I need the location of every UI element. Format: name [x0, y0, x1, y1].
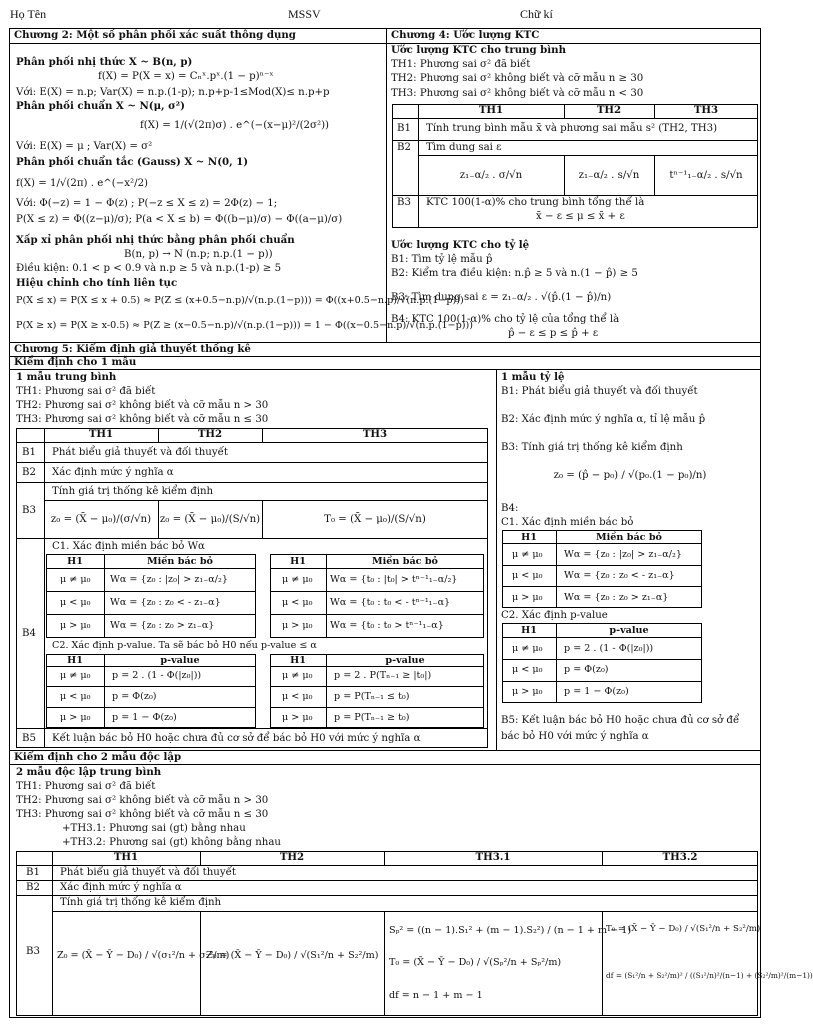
ch2-title: Chương 2: Một số phân phối xác suất thông dụng: [14, 29, 296, 41]
phi-properties: Với: Φ(−z) = 1 − Φ(z) ; P(−z ≤ X ≤ z) = 2Φ(z) − 1;: [16, 198, 278, 209]
ch5-title: Chương 5: Kiểm định giả thuyết thống kê: [14, 343, 251, 355]
region-z-left: Wα = {z₀ : z₀ < - z₁₋α}: [110, 597, 221, 608]
binomial-moments: Với: E(X) = n.p; Var(X) = n.p.(1-p); n.p+p-1≤Mod(X)≤ n.p+p: [16, 87, 330, 98]
ci-table-col-line: [654, 104, 655, 118]
two-t0-welch: T₀ = (X̄ − Ȳ − D₀) / √(S₁²/n + S₂²/m): [606, 924, 761, 934]
test-b5-text: Kết luận bác bỏ H0 hoặc chưa đủ cơ sở để bác bỏ H0 với mức ý nghĩa α: [52, 733, 421, 744]
ci-prop-b4: B4: KTC 100(1-α)% cho tỷ lệ của tổng thể là: [391, 314, 620, 325]
pvalue-header: p-value: [609, 625, 649, 636]
h1-header: H1: [290, 655, 306, 666]
prop-pvalue-left: p = Φ(z₀): [564, 664, 609, 675]
test-table-col-line: [44, 428, 45, 748]
chapter-header-line: [9, 43, 761, 44]
sub-table-line: [502, 637, 702, 638]
z0-known-var: z₀ = (X̄ − μ₀)/(σ/√n): [50, 514, 152, 525]
h1-left: μ < μ₀: [512, 664, 543, 675]
row-b3: B3: [397, 197, 411, 208]
one-mean-title: 1 mẫu trung bình: [16, 371, 117, 383]
sub-table-line: [270, 614, 484, 615]
one-prop-title: 1 mẫu tỷ lệ: [501, 371, 565, 383]
prop-pvalue-right: p = 1 − Φ(z₀): [564, 686, 629, 697]
ci-margin-th1: z₁₋α/₂ . σ/√n: [459, 170, 523, 181]
one-prop-b1: B1: Phát biểu giả thuyết và đối thuyết: [501, 386, 698, 397]
one-mean-th1: TH1: Phương sai σ² đã biết: [16, 386, 156, 397]
ci-table-col-line: [564, 104, 565, 118]
ci-mean-th2: TH2: Phương sai σ² không biết và cỡ mẫu n ≥ 30: [391, 73, 644, 84]
continuity-ge: P(X ≥ x) = P(X ≥ x-0.5) ≈ P(Z ≥ (x−0.5−n.p)/√(n.p.(1−p))) = 1 − Φ((x−0.5−n.p)/√(n.p.(1−p))): [16, 320, 473, 331]
std-normal-title: Phân phối chuẩn tắc (Gauss) X ~ N(0, 1): [16, 156, 249, 168]
ci-mean-title: Ước lượng KTC cho trung bình: [391, 44, 566, 56]
row-b3: B3: [22, 505, 36, 516]
normal-title: Phân phối chuẩn X ~ N(μ, σ²): [16, 100, 185, 112]
ci-prop-b1: B1: Tìm tỷ lệ mẫu p̂: [391, 254, 493, 265]
pvalue-t-right: p = P(Tₙ₋₁ ≥ t₀): [334, 712, 410, 723]
h1-header: H1: [521, 625, 537, 636]
sub-table-line: [270, 591, 484, 592]
one-sample-title: Kiểm định cho 1 mẫu: [14, 356, 137, 368]
sub-table-line: [270, 666, 484, 667]
sub-table-line: [46, 591, 256, 592]
pooled-variance: Sₚ² = ((n − 1).S₁² + (m − 1).S₂²) / (n − 1 + m − 1): [389, 925, 632, 936]
ci-margin-th3: tⁿ⁻¹₁₋α/₂ . s/√n: [669, 170, 743, 181]
region-t-right: Wα = {t₀ : t₀ > tⁿ⁻¹₁₋α}: [330, 620, 444, 631]
h1-header: H1: [290, 556, 306, 567]
test-b1-text: Phát biểu giả thuyết và đối thuyết: [52, 447, 228, 458]
sub-table-line: [326, 554, 327, 638]
h1-two-sided: μ ≠ μ₀: [282, 670, 313, 681]
two-col-th1: TH1: [113, 851, 139, 863]
test-table-row-line: [16, 442, 488, 443]
region-z-right: Wα = {z₀ : z₀ > z₁₋α}: [110, 620, 215, 631]
sub-table-line: [46, 666, 256, 667]
row-b1: B1: [22, 447, 36, 458]
ci-table-row-line: [418, 155, 758, 156]
test-table-row-line: [16, 482, 488, 483]
two-t0-pooled: T₀ = (X̄ − Ȳ − D₀) / √(Sₚ²/n + Sₚ²/m): [389, 957, 562, 968]
student-id-label: MSSV: [288, 7, 321, 21]
ci-prop-title: Ước lượng KTC cho tỷ lệ: [391, 239, 530, 251]
sub-table-line: [502, 681, 702, 682]
test-table-row-line: [16, 462, 488, 463]
std-normal-pdf: f(X) = 1/√(2π) . e^(−x²/2): [16, 178, 149, 189]
ci-b1-text: Tính trung bình mẫu x̄ và phương sai mẫu s² (TH2, TH3): [426, 123, 718, 134]
ci-table-row-line: [392, 140, 758, 141]
pvalue-header: p-value: [160, 655, 200, 666]
approx-title: Xấp xỉ phân phối nhị thức bằng phân phối chuẩn: [16, 234, 295, 246]
h1-right: μ > μ₀: [282, 620, 313, 631]
h1-right: μ > μ₀: [282, 712, 313, 723]
two-table-col-line: [200, 851, 201, 865]
test-table-col-line: [262, 500, 263, 538]
two-col-th31: TH3.1: [475, 851, 511, 863]
sub-table-line: [502, 543, 702, 544]
h1-header: H1: [67, 556, 83, 567]
pvalue-z-left: p = Φ(z₀): [112, 691, 157, 702]
ci-prop-b2: B2: Kiểm tra điều kiện: n.p̂ ≥ 5 và n.(1 − p̂) ≥ 5: [391, 268, 638, 279]
ci-prop-b3: B3: Tìm dung sai ε = z₁₋α/₂ . √(p̂.(1 − p̂)/n): [391, 292, 612, 303]
pvalue-header: p-value: [385, 655, 425, 666]
test-col-th1: TH1: [88, 428, 114, 440]
one-mean-th3: TH3: Phương sai σ² không biết và cỡ mẫu n ≤ 30: [16, 414, 269, 425]
two-th3: TH3: Phương sai σ² không biết và cỡ mẫu n ≤ 30: [16, 809, 269, 820]
signature-label: Chữ kí: [520, 7, 553, 21]
binomial-title: Phân phối nhị thức X ~ B(n, p): [16, 56, 193, 68]
row-b5: B5: [22, 733, 36, 744]
sub-table-line: [502, 586, 702, 587]
sub-table-line: [502, 659, 702, 660]
h1-header: H1: [67, 655, 83, 666]
one-mean-th2: TH2: Phương sai σ² không biết và cỡ mẫu n > 30: [16, 400, 269, 411]
ci-col-th3: TH3: [693, 104, 719, 116]
row-b3: B3: [26, 946, 40, 957]
ci-b2-text: Tìm dung sai ε: [426, 142, 502, 153]
two-table-row-line: [16, 865, 758, 866]
sub-table-line: [46, 568, 256, 569]
ci-prop-interval: p̂ − ε ≤ p ≤ p̂ + ε: [508, 328, 599, 339]
test-table-col-line: [262, 428, 263, 442]
row-b2: B2: [26, 882, 40, 893]
region-z-two-sided: Wα = {z₀ : |z₀| > z₁₋α/₂}: [110, 574, 228, 585]
ci-table-col-line: [564, 155, 565, 195]
sub-table-line: [556, 530, 557, 608]
test-table-row-line: [16, 728, 488, 729]
row-b2: B2: [397, 142, 411, 153]
pvalue-z-two-sided: p = 2 . (1 - Φ(|z₀|)): [112, 670, 202, 681]
one-sample-divider: [496, 369, 497, 750]
row-b1: B1: [397, 123, 411, 134]
approx-formula: B(n, p) → N (n.p; n.p.(1 − p)): [124, 249, 273, 260]
h1-right: μ > μ₀: [512, 592, 543, 603]
h1-two-sided: μ ≠ μ₀: [512, 643, 543, 654]
h1-right: μ > μ₀: [60, 620, 91, 631]
normal-moments: Với: E(X) = μ ; Var(X) = σ²: [16, 141, 153, 152]
two-b1-text: Phát biểu giả thuyết và đối thuyết: [60, 867, 236, 878]
h1-left: μ < μ₀: [282, 597, 313, 608]
two-th31: +TH3.1: Phương sai (gt) bằng nhau: [62, 823, 246, 834]
pvalue-t-two-sided: p = 2 . P(Tₙ₋₁ ≥ |t₀|): [334, 670, 432, 681]
continuity-title: Hiệu chỉnh cho tính liên tục: [16, 277, 178, 289]
two-sample-sub-line: [9, 764, 761, 765]
ci-table-col-line: [418, 104, 419, 228]
prop-pvalue-two-sided: p = 2 . (1 - Φ(|z₀|)): [564, 643, 654, 654]
two-b3-text: Tính giá trị thống kê kiểm định: [60, 897, 222, 908]
ci-margin-th2: z₁₋α/₂ . s/√n: [578, 170, 640, 181]
sub-table-line: [556, 623, 557, 703]
sub-table-line: [270, 686, 484, 687]
two-mean-title: 2 mẫu độc lập trung bình: [16, 766, 162, 778]
row-b2: B2: [22, 467, 36, 478]
test-table-row-line: [16, 538, 488, 539]
h1-left: μ < μ₀: [60, 597, 91, 608]
h1-left: μ < μ₀: [282, 691, 313, 702]
sub-table-line: [46, 707, 256, 708]
prop-region-right: Wα = {z₀ : z₀ > z₁₋α}: [564, 592, 669, 603]
sub-table-line: [270, 568, 484, 569]
two-table-row-line: [16, 880, 758, 881]
two-col-th32: TH3.2: [662, 851, 698, 863]
two-table-col-line: [52, 851, 53, 1016]
h1-two-sided: μ ≠ μ₀: [512, 549, 543, 560]
two-table-row-line: [16, 895, 758, 896]
row-b4: B4: [22, 628, 36, 639]
h1-left: μ < μ₀: [60, 691, 91, 702]
ci-table-row-line: [392, 118, 758, 119]
ci-b3-text: KTC 100(1-α)% cho trung bình tổng thể là: [426, 197, 645, 208]
one-prop-b2: B2: Xác định mức ý nghĩa α, tỉ lệ mẫu p̂: [501, 414, 706, 425]
ci-col-th1: TH1: [478, 104, 504, 116]
ci-col-th2: TH2: [596, 104, 622, 116]
approx-condition: Điều kiện: 0.1 < p < 0.9 và n.p ≥ 5 và n.p.(1-p) ≥ 5: [16, 263, 282, 274]
binomial-pmf: f(X) = P(X = x) = Cₙˣ.pˣ.(1 − p)ⁿ⁻ˣ: [98, 71, 274, 82]
ch4-title: Chương 4: Ước lượng KTC: [391, 29, 540, 41]
h1-two-sided: μ ≠ μ₀: [282, 574, 313, 585]
normal-pdf: f(X) = 1/(√(2π)σ) . e^(−(x−μ)²/(2σ²)): [140, 120, 330, 131]
continuity-le: P(X ≤ x) = P(X ≤ x + 0.5) ≈ P(Z ≤ (x+0.5−n.p)/√(n.p.(1−p))) = Φ((x+0.5−n.p)/√(n.p.(1−p))): [16, 295, 464, 306]
test-col-th3: TH3: [362, 428, 388, 440]
one-prop-b5b: bác bỏ H0 với mức ý nghĩa α: [501, 731, 649, 742]
prop-region-two-sided: Wα = {z₀ : |z₀| > z₁₋α/₂}: [564, 549, 682, 560]
region-t-left: Wα = {t₀ : t₀ < - tⁿ⁻¹₁₋α}: [330, 597, 451, 608]
ci-table-col-line: [654, 155, 655, 195]
t0-small-sample: T₀ = (X̄ − μ₀)/(S/√n): [324, 514, 426, 525]
one-prop-b5a: B5: Kết luận bác bỏ H0 hoặc chưa đủ cơ sở để: [501, 715, 740, 726]
test-table-col-line: [158, 428, 159, 442]
sub-table-line: [46, 686, 256, 687]
h1-two-sided: μ ≠ μ₀: [60, 670, 91, 681]
one-prop-b4: B4:: [501, 503, 519, 514]
h1-right: μ > μ₀: [512, 686, 543, 697]
two-th2: TH2: Phương sai σ² không biết và cỡ mẫu n > 30: [16, 795, 269, 806]
test-col-th2: TH2: [197, 428, 223, 440]
two-table-row-line: [52, 911, 758, 912]
sub-table-line: [502, 565, 702, 566]
two-z0-known: Z₀ = (X̄ − Ȳ − D₀) / √(σ₁²/n + σ₂²/m): [57, 950, 230, 961]
df-pooled: df = n − 1 + m − 1: [389, 990, 483, 1001]
one-prop-b3: B3: Tính giá trị thống kê kiểm định: [501, 442, 683, 453]
two-table-col-line: [384, 911, 385, 1016]
normal-probabilities: P(X ≤ z) = Φ((z−μ)/σ); P(a < X ≤ b) = Φ((b−μ)/σ) − Φ((a−μ)/σ): [16, 214, 343, 225]
sub-table-line: [270, 707, 484, 708]
two-col-th2: TH2: [279, 851, 305, 863]
two-th1: TH1: Phương sai σ² đã biết: [16, 781, 156, 792]
two-b2-text: Xác định mức ý nghĩa α: [60, 882, 182, 893]
row-b1: B1: [26, 867, 40, 878]
two-table-col-line: [384, 851, 385, 865]
test-b2-text: Xác định mức ý nghĩa α: [52, 467, 174, 478]
two-table-col-line: [602, 851, 603, 865]
ci-table-row-line: [392, 195, 758, 196]
h1-two-sided: μ ≠ μ₀: [60, 574, 91, 585]
prop-region-left: Wα = {z₀ : z₀ < - z₁₋α}: [564, 570, 675, 581]
h1-left: μ < μ₀: [512, 570, 543, 581]
test-c2-title: C2. Xác định p-value. Ta sẽ bác bỏ H0 nếu p-value ≤ α: [52, 640, 317, 651]
pvalue-t-left: p = P(Tₙ₋₁ ≤ t₀): [334, 691, 410, 702]
ci-b3-interval: x̄ − ε ≤ μ ≤ x̄ + ε: [536, 211, 625, 222]
z0-large-sample: z₀ = (X̄ − μ₀)/(S/√n): [159, 514, 261, 525]
two-table-col-line: [200, 911, 201, 1016]
two-th32: +TH3.2: Phương sai (gt) không bằng nhau: [62, 837, 281, 848]
two-z0-large: Z₀ = (X̄ − Ȳ − D₀) / √(S₁²/n + S₂²/m): [206, 950, 379, 961]
two-sample-title: Kiểm định cho 2 mẫu độc lập: [14, 751, 182, 763]
rejection-header: Miền bác bỏ: [596, 532, 662, 543]
ci-mean-th3: TH3: Phương sai σ² không biết và cỡ mẫu n < 30: [391, 88, 644, 99]
one-prop-c1: C1. Xác định miền bác bỏ: [501, 517, 634, 528]
sub-table-line: [104, 554, 105, 638]
df-welch: df = (S₁²/n + S₂²/m)² / ((S₁²/n)²/(n−1) + (S₂²/m)²/(m−1)): [606, 971, 813, 980]
sub-table-line: [46, 614, 256, 615]
rejection-header: Miền bác bỏ: [372, 556, 438, 567]
h1-header: H1: [521, 532, 537, 543]
h1-right: μ > μ₀: [60, 712, 91, 723]
test-b3-text: Tính giá trị thống kê kiểm định: [52, 486, 214, 497]
one-prop-z0: z₀ = (p̂ − p₀) / √(p₀.(1 − p₀)/n): [553, 470, 707, 481]
test-table-row-line: [44, 500, 488, 501]
test-c1-title: C1. Xác định miền bác bỏ Wα: [52, 541, 205, 552]
rejection-header: Miền bác bỏ: [147, 556, 213, 567]
one-sample-line: [9, 369, 761, 370]
test-table-col-line: [158, 500, 159, 538]
name-label: Họ Tên: [10, 7, 47, 21]
one-prop-c2: C2. Xác định p-value: [501, 610, 608, 621]
region-t-two-sided: Wα = {t₀ : |t₀| > tⁿ⁻¹₁₋α/₂}: [330, 574, 458, 585]
pvalue-z-right: p = 1 − Φ(z₀): [112, 712, 177, 723]
ci-mean-th1: TH1: Phương sai σ² đã biết: [391, 59, 531, 70]
